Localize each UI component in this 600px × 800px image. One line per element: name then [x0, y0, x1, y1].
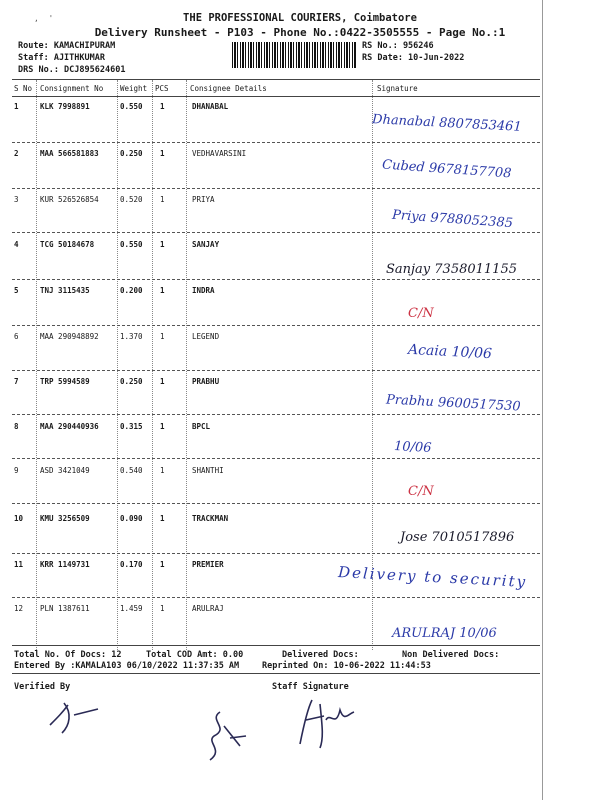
- row-consignment: MAA 290948892: [40, 332, 99, 341]
- table-bottom-rule: [12, 645, 540, 646]
- row-sno: 11: [14, 560, 24, 569]
- row-consignment: MAA 290440936: [40, 422, 99, 431]
- col-weight: Weight: [120, 84, 148, 93]
- row-divider: [12, 597, 540, 598]
- row-consignee: SANJAY: [192, 240, 220, 249]
- row-signature: Acaia 10/06: [407, 341, 493, 363]
- row-divider: [12, 142, 540, 143]
- row-sno: 5: [14, 286, 19, 295]
- verifier-signature-image: [44, 695, 104, 745]
- total-cod: Total COD Amt: 0.00: [146, 650, 244, 660]
- entered-by: Entered By :KAMALA103 06/10/2022 11:37:35 AM: [14, 661, 240, 671]
- row-signature: Priya 9788052385: [391, 207, 514, 232]
- row-weight: 0.200: [120, 286, 143, 295]
- staff-signature-image-1: [200, 706, 250, 766]
- row-sno: 10: [14, 514, 24, 523]
- row-pcs: 1: [160, 195, 165, 204]
- row-consignee: SHANTHI: [192, 466, 224, 475]
- rs-number: RS No.: 956246: [362, 41, 434, 51]
- page-right-edge: [542, 0, 543, 800]
- row-sno: 1: [14, 102, 19, 111]
- scan-marks: , ': [34, 14, 54, 23]
- row-sno: 6: [14, 332, 19, 341]
- row-pcs: 1: [160, 149, 165, 158]
- drs-label: DRS No.: DCJ895624601: [18, 65, 126, 75]
- row-consignment: ASD 3421049: [40, 466, 90, 475]
- row-consignment: MAA 566581883: [40, 149, 99, 158]
- row-consignee: VEDHAVARSINI: [192, 149, 247, 158]
- company-title: THE PROFESSIONAL COURIERS, Coimbatore: [183, 12, 417, 24]
- row-weight: 0.520: [120, 195, 143, 204]
- row-pcs: 1: [160, 102, 165, 111]
- row-sno: 7: [14, 377, 19, 386]
- row-weight: 0.170: [120, 560, 143, 569]
- row-weight: 0.250: [120, 377, 143, 386]
- row-sno: 9: [14, 466, 19, 475]
- rs-date: RS Date: 10-Jun-2022: [362, 53, 465, 63]
- row-divider: [12, 553, 540, 554]
- delivered-docs: Delivered Docs:: [282, 650, 359, 660]
- row-weight: 0.250: [120, 149, 143, 158]
- row-consignment: PLN 1387611: [40, 604, 90, 613]
- row-signature: Delivery to security: [337, 563, 528, 591]
- row-divider: [12, 188, 540, 189]
- row-pcs: 1: [160, 560, 165, 569]
- row-signature: 10/06: [393, 439, 432, 456]
- row-divider: [12, 503, 540, 504]
- row-consignment: KRR 1149731: [40, 560, 90, 569]
- row-pcs: 1: [160, 286, 165, 295]
- col-pcs: PCS: [155, 84, 169, 93]
- row-sno: 8: [14, 422, 19, 431]
- row-divider: [12, 232, 540, 233]
- row-signature: Jose 7010517896: [400, 530, 515, 545]
- row-sno: 3: [14, 195, 19, 204]
- staff-label: Staff: AJITHKUMAR: [18, 53, 105, 63]
- row-weight: 0.315: [120, 422, 143, 431]
- row-consignee: DHANABAL: [192, 102, 229, 111]
- total-docs: Total No. Of Docs: 12: [14, 650, 122, 660]
- row-consignee: BPCL: [192, 422, 211, 431]
- row-sno: 2: [14, 149, 19, 158]
- row-signature: Dhanabal 8807853461: [371, 112, 523, 135]
- row-weight: 0.090: [120, 514, 143, 523]
- footer-rule: [12, 673, 540, 674]
- row-signature: Sanjay 7358011155: [386, 262, 517, 277]
- row-signature: C/N: [408, 306, 434, 321]
- col-sno: S No: [14, 84, 33, 93]
- row-divider: [12, 279, 540, 280]
- row-weight: 0.550: [120, 102, 143, 111]
- row-consignee: PRABHU: [192, 377, 220, 386]
- header-bottom-rule: [12, 96, 540, 97]
- route-label: Route: KAMACHIPURAM: [18, 41, 116, 51]
- row-consignee: TRACKMAN: [192, 514, 229, 523]
- barcode: [232, 42, 356, 68]
- row-consignment: TRP 5994589: [40, 377, 90, 386]
- row-signature: Prabhu 9600517530: [385, 392, 521, 415]
- row-consignment: KLK 7998891: [40, 102, 90, 111]
- row-weight: 0.550: [120, 240, 143, 249]
- row-sno: 12: [14, 604, 24, 613]
- row-consignment: TCG 50184678: [40, 240, 95, 249]
- row-pcs: 1: [160, 422, 165, 431]
- row-weight: 1.370: [120, 332, 143, 341]
- row-divider: [12, 458, 540, 459]
- runsheet-subtitle: Delivery Runsheet - P103 - Phone No.:0422-3505555 - Page No.:1: [94, 26, 506, 39]
- row-signature: Cubed 9678157708: [381, 157, 512, 182]
- row-consignee: INDRA: [192, 286, 215, 295]
- staff-signature-image-2: [290, 694, 360, 754]
- row-weight: 0.540: [120, 466, 143, 475]
- row-pcs: 1: [160, 466, 165, 475]
- row-consignee: PRIYA: [192, 195, 215, 204]
- col-consignee: Consignee Details: [190, 84, 267, 93]
- reprinted-on: Reprinted On: 10-06-2022 11:44:53: [262, 661, 431, 671]
- row-consignee: LEGEND: [192, 332, 220, 341]
- verified-by-label: Verified By: [14, 682, 71, 692]
- row-divider: [12, 325, 540, 326]
- row-pcs: 1: [160, 604, 165, 613]
- row-pcs: 1: [160, 377, 165, 386]
- non-delivered-docs: Non Delivered Docs:: [402, 650, 500, 660]
- col-signature: Signature: [377, 84, 418, 93]
- row-consignee: PREMIER: [192, 560, 224, 569]
- row-sno: 4: [14, 240, 19, 249]
- row-signature: C/N: [408, 484, 434, 499]
- col-consignment: Consignment No: [40, 84, 104, 93]
- row-pcs: 1: [160, 514, 165, 523]
- row-consignment: KMU 3256509: [40, 514, 90, 523]
- row-signature: ARULRAJ 10/06: [392, 626, 497, 641]
- row-consignee: ARULRAJ: [192, 604, 224, 613]
- row-consignment: TNJ 3115435: [40, 286, 90, 295]
- row-divider: [12, 414, 540, 415]
- row-weight: 1.459: [120, 604, 143, 613]
- table-top-rule: [12, 79, 540, 80]
- row-divider: [12, 370, 540, 371]
- row-consignment: KUR 526526854: [40, 195, 99, 204]
- staff-signature-label: Staff Signature: [272, 682, 349, 692]
- row-pcs: 1: [160, 332, 165, 341]
- row-pcs: 1: [160, 240, 165, 249]
